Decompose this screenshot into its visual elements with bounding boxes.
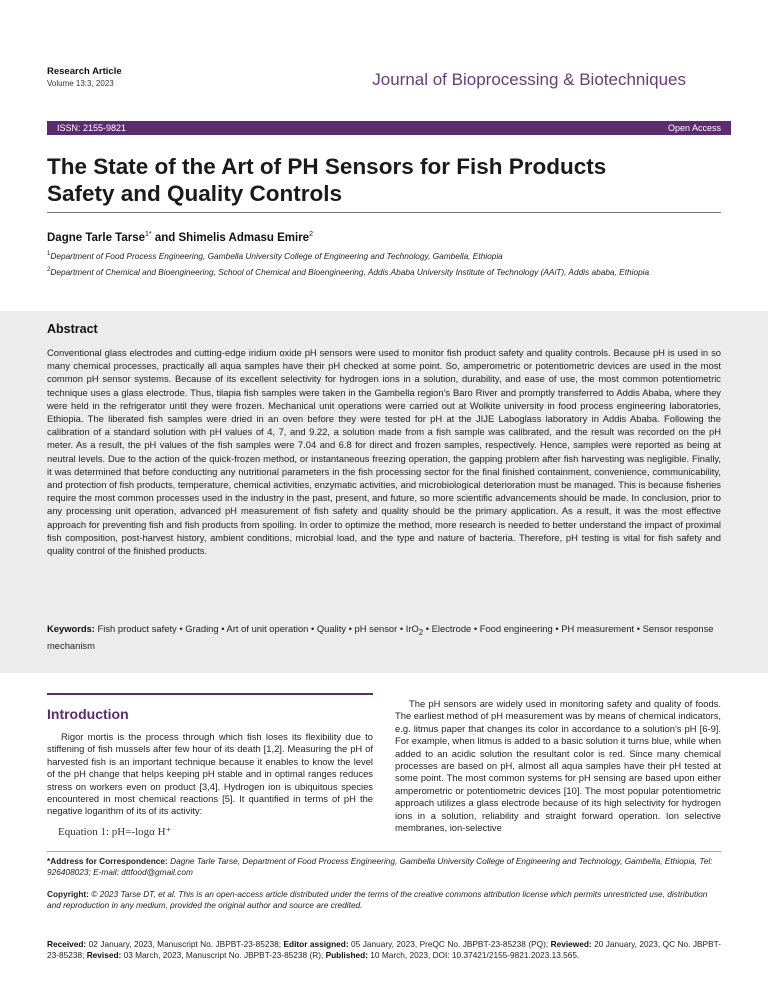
revised-label: Revised: — [86, 950, 122, 960]
received-text: 02 January, 2023, Manuscript No. JBPBT-23-85238; — [86, 939, 284, 949]
reviewed-label: Reviewed: — [550, 939, 592, 949]
author-list — [47, 231, 313, 244]
affiliation-1 — [47, 251, 503, 261]
keywords-part-b: • Electrode • Food engineering • PH measurement • Sensor response mechanism — [47, 623, 714, 651]
author-sup: 1* — [145, 231, 152, 238]
author-name[interactable]: Dagne Tarle Tarse — [47, 231, 146, 244]
editor-text: 05 January, 2023, PreQC No. JBPBT-23-85238 (PQ); — [348, 939, 551, 949]
affiliation-text: Department of Chemical and Bioengineering, School of Chemical and Bioengineering, Addis Ababa University Institute of Technology (AAiT), Addis ababa, Ethiopia — [50, 267, 650, 277]
open-access-label: Open Access — [667, 123, 721, 133]
editor-label: Editor assigned: — [283, 939, 349, 949]
author-name[interactable]: Shimelis Admasu Emire — [178, 231, 310, 244]
footnote-divider — [47, 851, 721, 852]
article-type: Research Article — [47, 66, 122, 77]
author-sup: 2 — [309, 231, 313, 238]
keywords-label: Keywords: — [47, 623, 95, 634]
copyright-note — [47, 889, 721, 911]
title-divider — [47, 212, 721, 213]
published-label: Published: — [325, 950, 368, 960]
author-conj: and — [151, 231, 179, 244]
issn-bar — [47, 121, 731, 135]
correspondence-note — [47, 856, 721, 878]
correspondence-label: *Address for Correspondence: — [47, 856, 168, 866]
article-meta — [47, 66, 122, 88]
affiliation-sup: 2 — [47, 267, 51, 274]
affiliation-sup: 1 — [47, 251, 51, 258]
published-text: 10 March, 2023, DOI: 10.37421/2155-9821.2023.13.565. — [368, 950, 580, 960]
introduction-rule — [47, 693, 373, 695]
copyright-label: Copyright: — [47, 889, 89, 899]
keywords-subscript: 2 — [418, 627, 424, 637]
paper-title: The State of the Art of PH Sensors for Fish Products Safety and Quality Controls — [47, 154, 607, 206]
introduction-heading: Introduction — [47, 706, 129, 722]
correspondence-text: Dagne Tarle Tarse, Department of Food Process Engineering, Gambella University College of Engineering and Technology, Gambella, Ethiopia, Tel: 926408023; E-mail: dttfood@gmail.com — [47, 856, 713, 877]
affiliation-2 — [47, 267, 649, 277]
introduction-left-column: Rigor mortis is the process through which fish loses its flexibility due to stiffening of fish mussels after few hour of its death [1,2]. Measuring the pH of harvested fish is an important technique because it enables to know the level of the pH change that helps keeping pH stable and in optimal ranges reduces stress on workers even on product [3,4]. Hydrogen ion is ubiquitous species encountered in most chemical reactions [5]. It quantified in terms of pH the negative logarithm of its of its activity: — [47, 731, 373, 817]
journal-name[interactable]: Journal of Bioprocessing & Biotechniques — [372, 70, 686, 89]
reviewed-text: 20 January, 2023, QC No. JBPBT-23-85238; — [47, 939, 721, 960]
introduction-right-column: The pH sensors are widely used in monitoring safety and quality of foods. The earliest method of pH measurement was by means of chemical indicators, e.g. litmus paper that changes its color in accordance to a solution's pH [6-9]. For example, when litmus is added to a basic solution it turns blue, while when added to an acidic solution the resultant color is red. Since many chemical processes are based on pH, almost all aqua samples have their pH tested at some point. The most common systems for pH sensing are based upon either amperometric or potentiometric devices [10]. The most popular potentiometric approach utilizes a glass electrode because of its high selectivity for hydrogen ions in a solution, reliability and straight forward operation. Ion selective membranes, ion-selective — [395, 698, 721, 834]
keywords-part-a: Fish product safety • Grading • Art of unit operation • Quality • pH sensor • IrO — [94, 623, 419, 634]
keywords — [47, 622, 721, 652]
revised-text: 03 March, 2023, Manuscript No. JBPBT-23-85238 (R); — [121, 950, 326, 960]
equation-1: Equation 1: pH=-logα H⁺ — [58, 826, 172, 838]
abstract-heading: Abstract — [47, 322, 98, 336]
publication-dates — [47, 939, 721, 961]
received-label: Received: — [47, 939, 87, 949]
volume-info: Volume 13:3, 2023 — [47, 79, 114, 88]
copyright-text: © 2023 Tarse DT, et al. This is an open-access article distributed under the terms of the creative commons attribution license which permits unrestricted use, distribution and reproduction in any medium, provided the original author and source are credited. — [47, 889, 708, 910]
issn: ISSN: 2155-9821 — [57, 123, 127, 133]
affiliation-text: Department of Food Process Engineering, Gambella University College of Engineering and Technology, Gambella, Ethiopia — [50, 251, 503, 261]
abstract-text: Conventional glass electrodes and cutting-edge iridium oxide pH sensors were used to monitor fish product safety and quality controls. Because pH is used in so many chemical processes, practically all aqua samples have their pH checked at some point. So, amperometric or potentiometric devices are used in the most common pH sensor systems. Because of its excellent selectivity for hydrogen ions in a solution, durability, and ease of use, the most common potentiometric technique uses a glass electrode. Thus, tilapia fish samples were taken in the Gambella region's Baro River and promptly transferred to Addis Ababa, where they were held in the refrigerator until they were frozen. Mechanical unit operations were carried out at Wolkite university in food process engineering laboratories, Ethiopia. The liberated fish samples were dried in an oven before they were tested for pH at the JIJE Laboglass laboratory in Addis Ababa. Following the calibration of a standard solution with pH values of 4, 7, and 9.22, a solution made from a fish sample was calibrated, and the result was recorded on the pH meter. As a result, the pH values of the fish samples were 7.04 and 6.8 for direct and frozen samples, respectively. Hence, samples were reported as being at neutral levels. Due to the action of the quick-frozen method, or instantaneous freezing operation, the gapping problem after fish harvesting was negligible. Finally, it was determined that before conducting any nutritional parameters in the fish processing sector for the final finished containment, convenience, communicability, and protection of fish products, temperature, chemical activities, enzymatic activities, and microbiological deterioration must be managed. This is because fisheries require the most common processes used in the industry in the past, present, and future, so more scientific advancements should be made. In conclusion, prior to any processing unit operation, advanced pH measurement of fish safety and quality should be the primary application. As a result, it was the most effective approach for preventing fish and fish products from spoiling. In order to optimize the method, more research is needed to better understand the impact of proximal fish composition, post-harvest history, ambient conditions, microbial load, and the type and nature of bacteria. Therefore, pH testing is vital for fish safety and quality control of the finished products. — [47, 347, 721, 557]
